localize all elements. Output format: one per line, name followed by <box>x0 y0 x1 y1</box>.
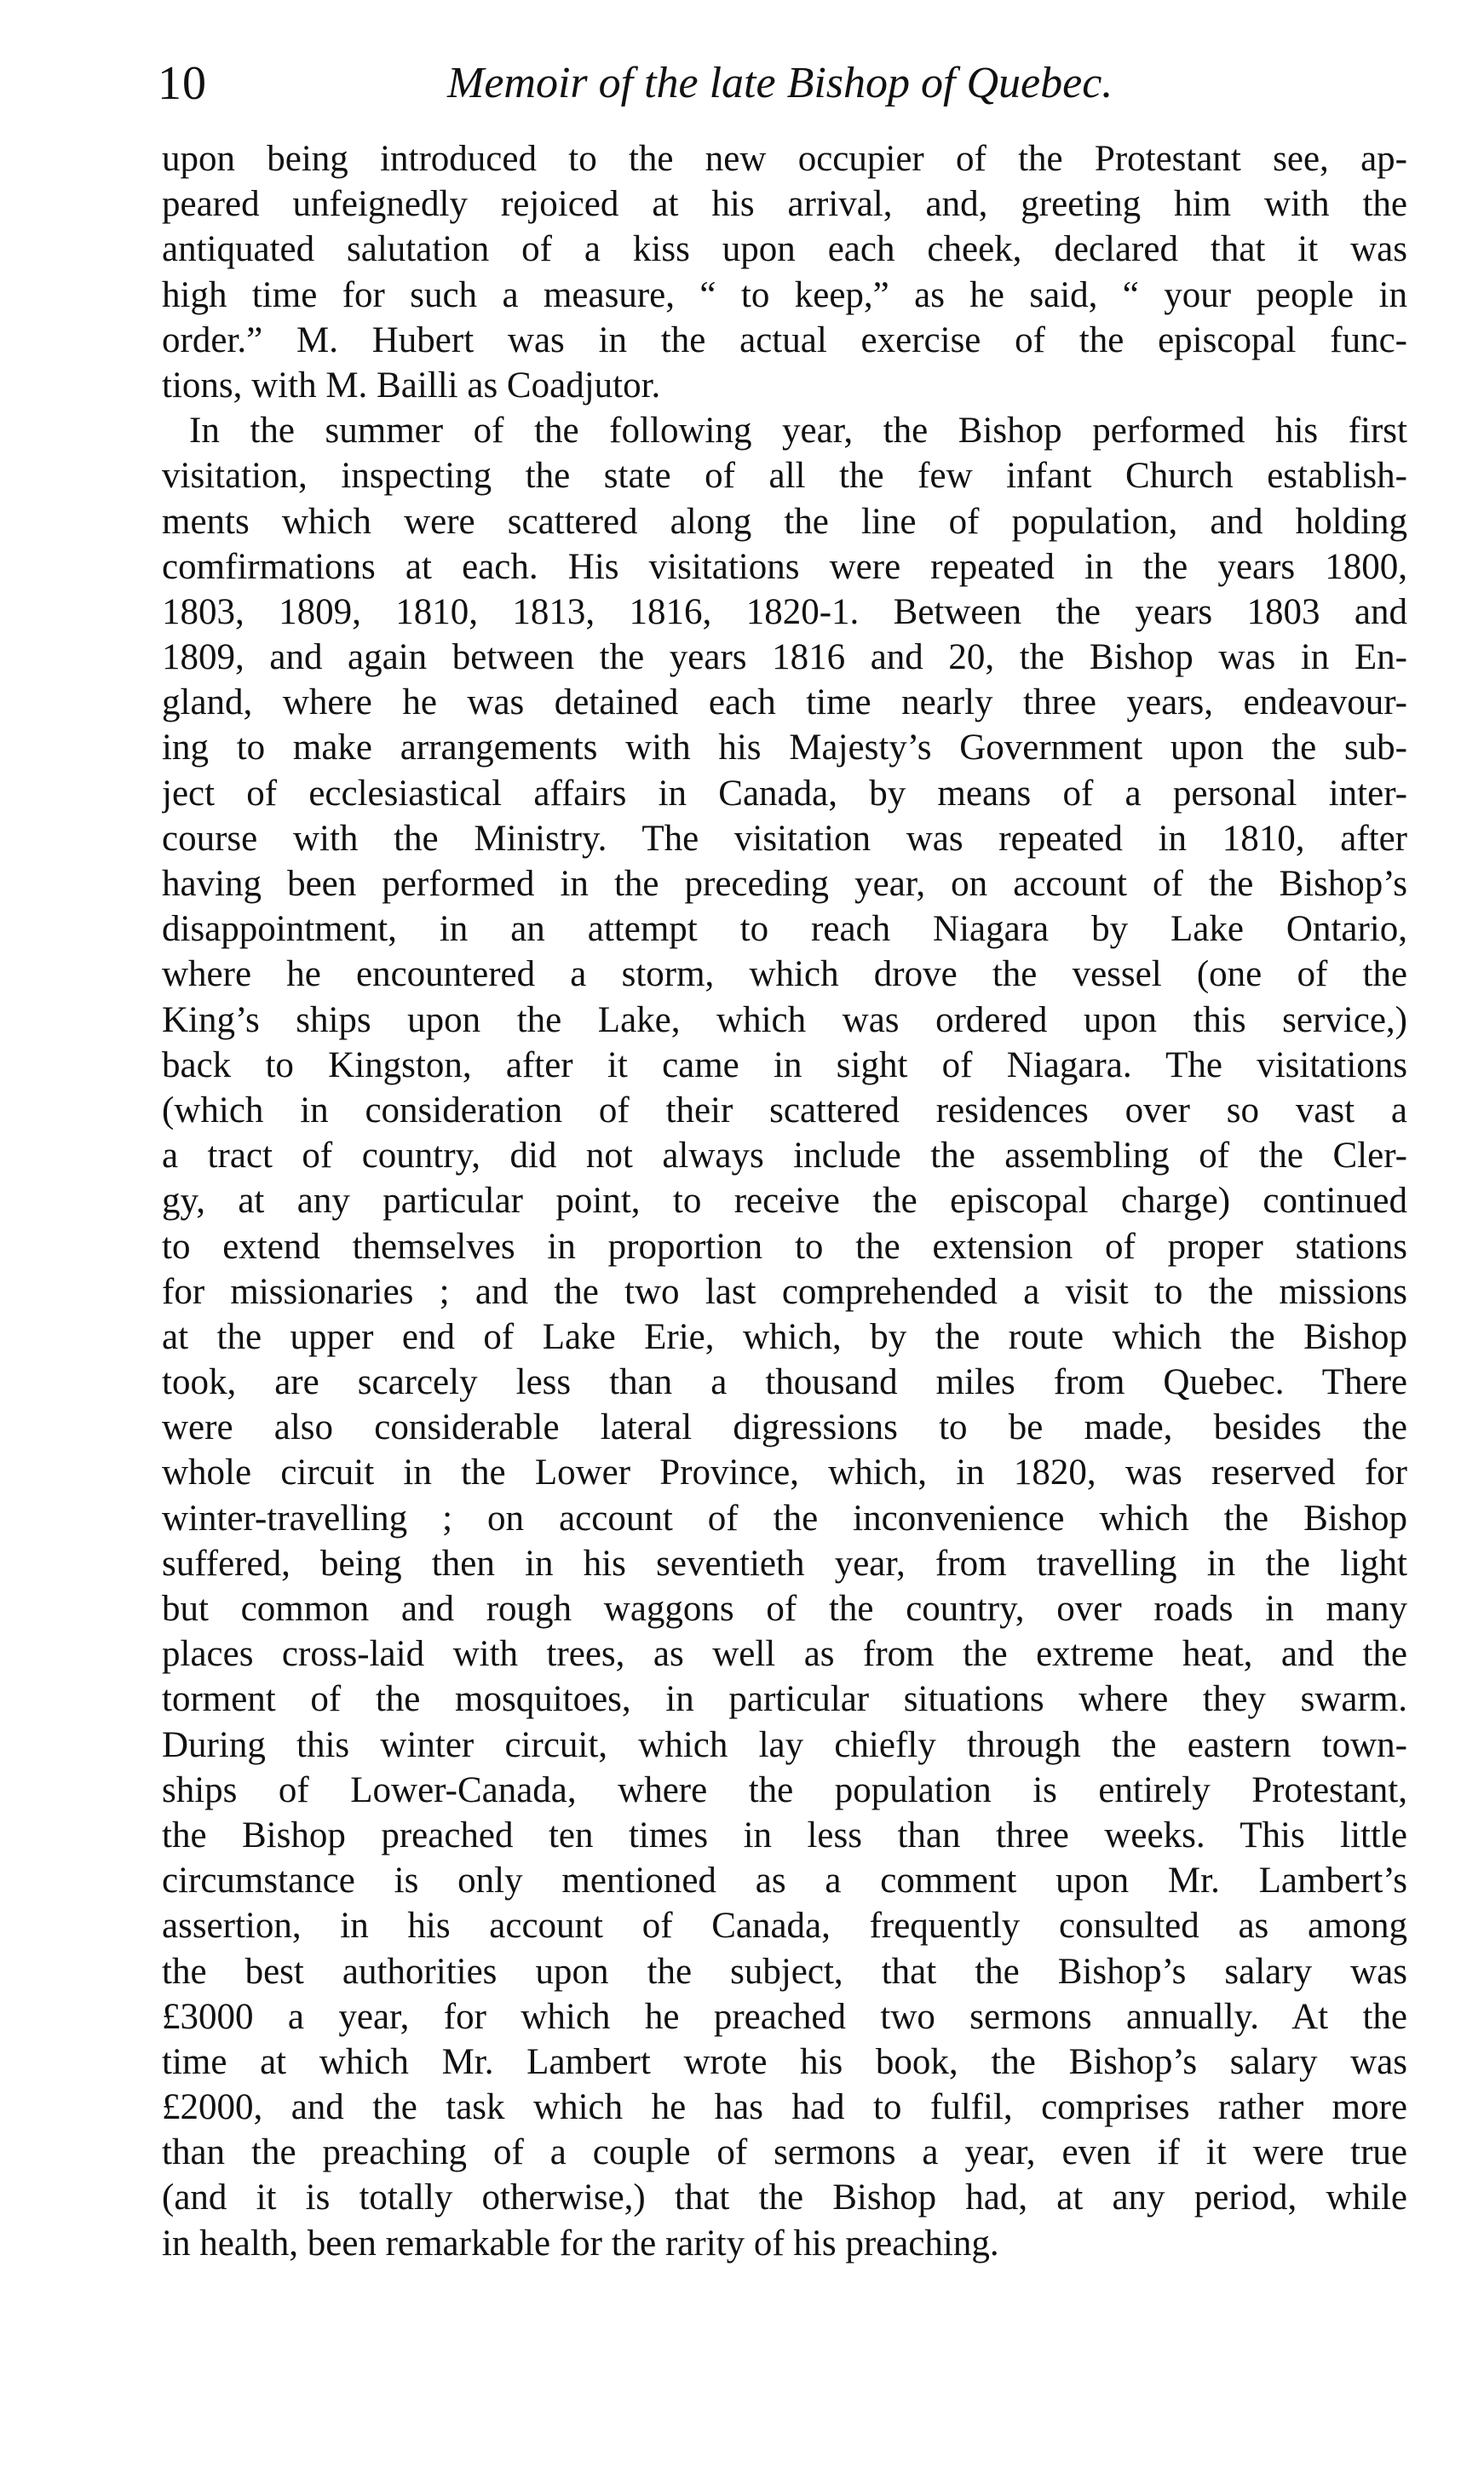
text-line: ships of Lower-Canada, where the population is entirely Protestant, <box>162 1769 1407 1810</box>
body-text <box>162 136 1407 2266</box>
text-line: high time for such a measure, “ to keep,” as he said, “ your people in <box>162 274 1407 315</box>
text-line: antiquated salutation of a kiss upon each cheek, declared that it was <box>162 229 1407 270</box>
text-line: at the upper end of Lake Erie, which, by the route which the Bishop <box>162 1316 1407 1357</box>
text-line: gy, at any particular point, to receive the episcopal charge) continued <box>162 1181 1407 1222</box>
text-line: peared unfeignedly rejoiced at his arrival, and, greeting him with the <box>162 184 1407 225</box>
text-line: During this winter circuit, which lay chiefly through the eastern town- <box>162 1724 1407 1765</box>
text-line: course with the Ministry. The visitation was repeated in 1810, after <box>162 818 1407 859</box>
text-line: visitation, inspecting the state of all the few infant Church establish- <box>162 456 1407 497</box>
text-line: took, are scarcely less than a thousand miles from Quebec. There <box>162 1362 1407 1403</box>
running-head <box>158 49 1410 118</box>
text-line: where he encountered a storm, which drove the vessel (one of the <box>162 954 1407 995</box>
text-line: than the preaching of a couple of sermons a year, even if it were true <box>162 2132 1407 2173</box>
text-line: tions, with M. Bailli as Coadjutor. <box>162 365 661 406</box>
text-line: places cross-laid with trees, as well as from the extreme heat, and the <box>162 1634 1407 1675</box>
text-line: King’s ships upon the Lake, which was ordered upon this service,) <box>162 999 1407 1040</box>
text-line: (which in consideration of their scattered residences over so vast a <box>162 1090 1407 1130</box>
text-line: comfirmations at each. His visitations were repeated in the years 1800, <box>162 546 1407 587</box>
text-line: £3000 a year, for which he preached two sermons annually. At the <box>162 1996 1407 2037</box>
text-line: back to Kingston, after it came in sight of Niagara. The visitations <box>162 1044 1407 1085</box>
text-line: order.” M. Hubert was in the actual exercise of the episcopal func- <box>162 319 1407 360</box>
text-line: were also considerable lateral digressions to be made, besides the <box>162 1407 1407 1448</box>
text-line: £2000, and the task which he has had to fulfil, comprises rather more <box>162 2087 1407 2128</box>
text-line: torment of the mosquitoes, in particular situations where they swarm. <box>162 1679 1407 1720</box>
text-line: 1803, 1809, 1810, 1813, 1816, 1820-1. Between the years 1803 and <box>162 591 1407 632</box>
text-line: in health, been remarkable for the rarity of his preaching. <box>162 2223 999 2264</box>
text-line: time at which Mr. Lambert wrote his book, the Bishop’s salary was <box>162 2041 1407 2082</box>
text-line: winter-travelling ; on account of the inconvenience which the Bishop <box>162 1498 1407 1539</box>
text-line: In the summer of the following year, the Bishop performed his first <box>189 411 1407 452</box>
text-line: suffered, being then in his seventieth year, from travelling in the light <box>162 1543 1407 1584</box>
text-line: 1809, and again between the years 1816 and 20, the Bishop was in En- <box>162 637 1407 678</box>
text-line: the best authorities upon the subject, that the Bishop’s salary was <box>162 1951 1407 1992</box>
text-line: upon being introduced to the new occupier of the Protestant see, ap- <box>162 139 1407 179</box>
text-line: (and it is totally otherwise,) that the Bishop had, at any period, while <box>162 2177 1407 2218</box>
text-line: ing to make arrangements with his Majesty’s Government upon the sub- <box>162 728 1407 768</box>
running-title: Memoir of the late Bishop of Quebec. <box>447 59 1113 107</box>
text-line: to extend themselves in proportion to the extension of proper stations <box>162 1226 1407 1267</box>
text-line: assertion, in his account of Canada, frequently consulted as among <box>162 1906 1407 1947</box>
text-line: gland, where he was detained each time nearly three years, endeavour- <box>162 682 1407 723</box>
page-number: 10 <box>158 57 207 110</box>
text-line: circumstance is only mentioned as a comment upon Mr. Lambert’s <box>162 1861 1407 1901</box>
text-line: having been performed in the preceding year, on account of the Bishop’s <box>162 864 1407 904</box>
text-line: ject of ecclesiastical affairs in Canada, by means of a personal inter- <box>162 773 1407 814</box>
text-line: whole circuit in the Lower Province, which, in 1820, was reserved for <box>162 1453 1407 1493</box>
text-line: disappointment, in an attempt to reach Niagara by Lake Ontario, <box>162 909 1407 950</box>
text-line: ments which were scattered along the line of population, and holding <box>162 501 1407 542</box>
text-line: the Bishop preached ten times in less than three weeks. This little <box>162 1815 1407 1855</box>
text-line: but common and rough waggons of the country, over roads in many <box>162 1589 1407 1629</box>
text-line: for missionaries ; and the two last comprehended a visit to the missions <box>162 1271 1407 1312</box>
text-line: a tract of country, did not always include the assembling of the Cler- <box>162 1136 1407 1176</box>
